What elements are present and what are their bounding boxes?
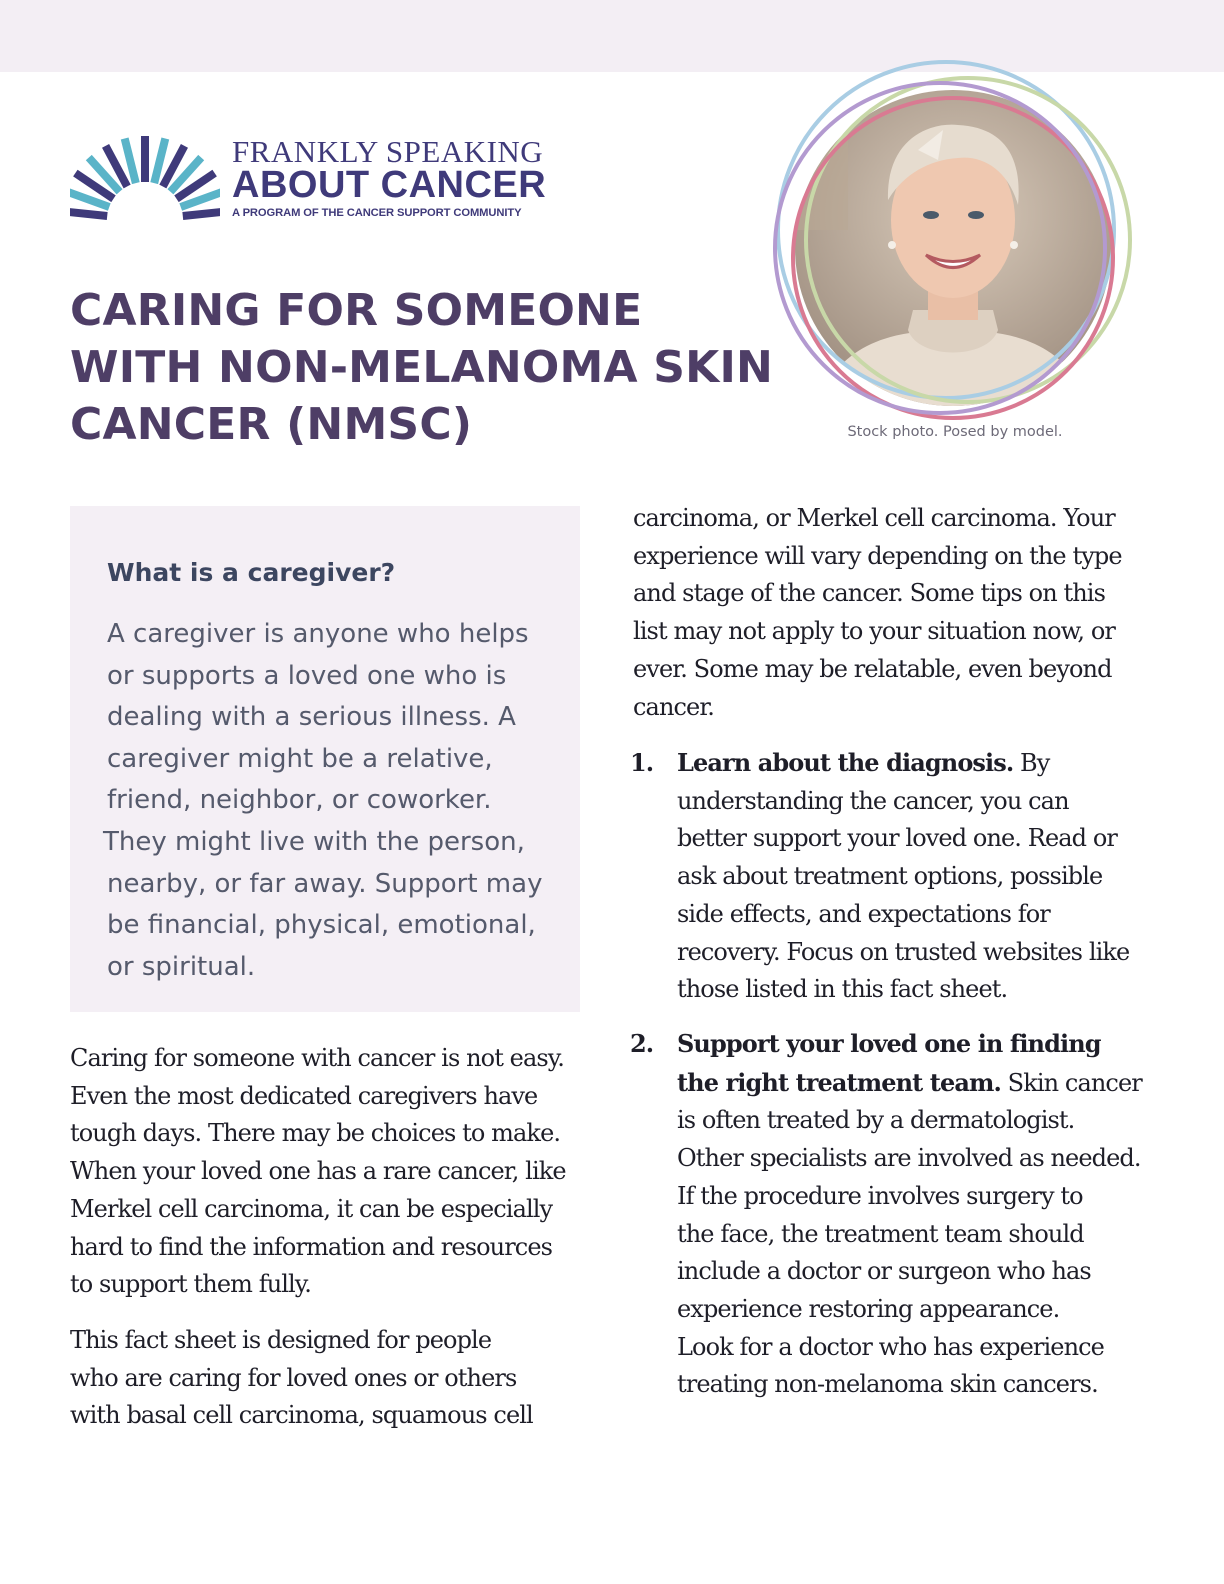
list-line: better support your loved one. Read or xyxy=(677,824,1117,853)
callout-line: or spiritual. xyxy=(107,951,256,982)
paragraph-line: to support them fully. xyxy=(70,1270,312,1299)
list-line: If the procedure involves surgery to xyxy=(677,1181,1083,1210)
tip-heading: Learn about the diagnosis. xyxy=(677,748,1014,777)
paragraph-line: experience will vary depending on the type xyxy=(633,541,1122,570)
paragraph-line: who are caring for loved ones or others xyxy=(70,1363,517,1392)
callout-line: A caregiver is anyone who helps xyxy=(107,619,529,649)
paragraph-line: Even the most dedicated caregivers have xyxy=(70,1081,538,1110)
callout-line: dealing with a serious illness. A xyxy=(107,702,516,733)
title-line: CARING FOR SOMEONE xyxy=(70,285,643,336)
paragraph-line: ever. Some may be relatable, even beyond xyxy=(633,654,1112,683)
list-line xyxy=(677,744,1129,783)
paragraph-line: When your loved one has a rare cancer, like xyxy=(70,1157,566,1186)
callout-line: nearby, or far away. Support may xyxy=(107,868,543,899)
list-line: recovery. Focus on trusted websites like xyxy=(677,937,1130,966)
callout-line: be financial, physical, emotional, xyxy=(107,910,536,941)
list-line: ask about treatment options, possible xyxy=(677,862,1103,891)
photo-caption: Stock photo. Posed by model. xyxy=(847,424,1063,440)
intro-paragraph xyxy=(70,1040,590,1304)
list-line xyxy=(677,1025,1142,1064)
paragraph-line: Caring for someone with cancer is not easy. xyxy=(70,1044,564,1072)
list-line: is often treated by a dermatologist. xyxy=(677,1106,1075,1135)
callout-heading: What is a caregiver? xyxy=(107,558,396,587)
sunburst-logo-icon xyxy=(70,134,220,220)
title-line: CANCER (NMSC) xyxy=(70,399,473,450)
paragraph-line: and stage of the cancer. Some tips on this xyxy=(633,579,1106,608)
logo-text-line2: ABOUT CANCER xyxy=(232,164,547,206)
list-line: experience restoring appearance. xyxy=(677,1294,1060,1323)
list-line-rest: By xyxy=(1013,749,1050,777)
list-line-rest: Skin cancer xyxy=(1000,1068,1142,1097)
list-line: understanding the cancer, you can xyxy=(677,786,1069,815)
list-number: 2. xyxy=(630,1029,654,1058)
portrait-illustration xyxy=(768,30,1148,420)
list-line: Other specialists are involved as needed. xyxy=(677,1144,1141,1173)
list-line: those listed in this fact sheet. xyxy=(677,975,1008,1004)
continued-paragraph xyxy=(633,500,1173,726)
callout-line: friend, neighbor, or coworker. xyxy=(107,785,492,816)
paragraph-line: carcinoma, or Merkel cell carcinoma. Your xyxy=(633,504,1115,532)
list-line: include a doctor or surgeon who has xyxy=(677,1257,1091,1286)
frankly-speaking-logo xyxy=(70,134,590,224)
paragraph-line: with basal cell carcinoma, squamous cell xyxy=(70,1401,533,1430)
tip-heading: the right treatment team. xyxy=(677,1067,1001,1097)
paragraph-line: Merkel cell carcinoma, it can be especially xyxy=(70,1194,553,1223)
list-line: treating non-melanoma skin cancers. xyxy=(677,1370,1098,1399)
paragraph-line: hard to find the information and resources xyxy=(70,1232,553,1261)
callout-line: They might live with the person, xyxy=(103,826,525,857)
page-title xyxy=(70,282,774,453)
list-item-text xyxy=(677,1025,1142,1404)
paragraph-line: This fact sheet is designed for people xyxy=(70,1326,492,1354)
paragraph-line: list may not apply to your situation now, or xyxy=(633,617,1116,646)
tip-heading: Support your loved one in finding xyxy=(677,1029,1101,1058)
list-item-text xyxy=(677,744,1129,1009)
list-line: side effects, and expectations for xyxy=(677,899,1050,928)
callout-body xyxy=(103,614,562,988)
logo-text-line1: FRANKLY SPEAKING xyxy=(232,134,544,169)
callout-line: or supports a loved one who is xyxy=(107,660,507,691)
fact-sheet-paragraph xyxy=(70,1322,590,1435)
list-line: Look for a doctor who has experience xyxy=(677,1332,1104,1361)
title-line: WITH NON-MELANOMA SKIN xyxy=(70,342,774,393)
paragraph-line: tough days. There may be choices to make. xyxy=(70,1119,561,1148)
callout-line: caregiver might be a relative, xyxy=(107,743,493,774)
list-line xyxy=(677,1064,1142,1103)
portrait-photo xyxy=(768,30,1148,420)
logo-tagline: A PROGRAM OF THE CANCER SUPPORT COMMUNITY xyxy=(232,207,522,219)
paragraph-line: cancer. xyxy=(633,692,715,721)
list-line: the face, the treatment team should xyxy=(677,1219,1084,1248)
list-number: 1. xyxy=(630,748,654,777)
